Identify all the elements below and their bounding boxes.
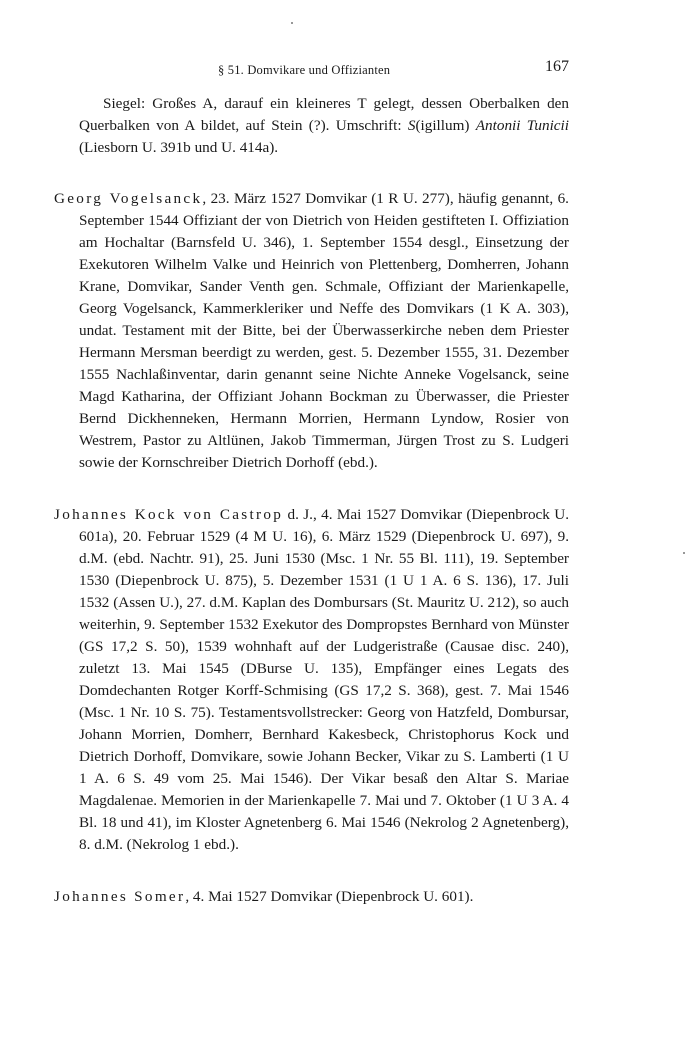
biography-entry [54, 188, 569, 474]
running-head: § 51. Domvikare und Offizianten [218, 63, 391, 77]
scan-speck [683, 552, 685, 554]
page-header [0, 58, 700, 82]
scan-speck [291, 22, 293, 24]
seal-inscription: Antonii Tunicii [475, 117, 569, 134]
entry-text: , 4. Mai 1527 Domvikar (Diepenbrock U. 601). [185, 888, 474, 905]
seal-description [54, 93, 569, 159]
seal-source: (Liesborn U. 391b und U. 414a). [79, 139, 279, 156]
entry-name: Johannes Somer [54, 888, 186, 905]
page-number: 167 [545, 58, 569, 75]
biography-entry [54, 886, 569, 908]
seal-inscription-initial: S [407, 117, 416, 134]
biography-entry [54, 504, 569, 856]
page-body [54, 93, 569, 908]
entry-name: Johannes Kock von Castrop [54, 506, 284, 523]
seal-inscription-abbrev: (igillum) [415, 117, 476, 134]
seal-text: Siegel: Großes A, darauf ein kleineres T gelegt, dessen Oberbalken den Querbalken von A bildet, auf Stein (?). Umschrift: [79, 95, 569, 134]
entry-text: d. J., 4. Mai 1527 Domvikar (Diepenbrock U. 601a), 20. Februar 1529 (4 M U. 16), 6. März 1529 (Diepenbrock U. 697), 9. d.M. (ebd. Nachtr. 91), 25. Juni 1530 (Msc. 1 Nr. 55 Bl. 111), 19. September 1530 (Diepenbrock U. 875), 5. Dezember 1531 (1 U 1 A. 6 S. 136), 17. Juli 1532 (Assen U.), 27. d.M. Kaplan des Dombursars (St. Mauritz U. 212), so auch weiterhin, 9. September 1532 Exekutor des Dompropstes Bernhard von Münster (GS 17,2 S. 50), 1539 wohnhaft auf der Ludgeristraße (Causae disc. 240), zuletzt 13. Mai 1545 (DBurse U. 135), Empfänger eines Legats des Domdechanten Rotger Korff-Schmising (GS 17,2 S. 368), gest. 7. Mai 1546 (Msc. 1 Nr. 10 S. 75). Testamentsvollstrecker: Georg von Hatzfeld, Dombursar, Johann Morrien, Domherr, Bernhard Kakesbeck, Christophorus Kock und Dietrich Dorhoff, Domvikare, sowie Johann Becker, Vikar zu S. Lamberti (1 U 1 A. 6 S. 49 vom 25. Mai 1546). Der Vikar besaß den Altar S. Mariae Magdalenae. Memorien in der Marienkapelle 7. Mai und 7. Oktober (1 U 3 A. 4 Bl. 18 und 41), im Kloster Agnetenberg 6. Mai 1546 (Nekrolog 2 Agnetenberg), 8. d.M. (Nekrolog 1 ebd.). [79, 506, 569, 853]
entry-text: , 23. März 1527 Domvikar (1 R U. 277), häufig genannt, 6. September 1544 Offiziant der von Dietrich von Heiden gestifteten I. Offiziation am Hochaltar (Barnsfeld U. 346), 1. September 1554 desgl., Einsetzung der Exekutoren Wilhelm Valke und Heinrich von Plettenberg, Domherren, Johann Krane, Domvikar, Sander Venth gen. Schmale, Offiziant der Marienkapelle, Georg Vogelsanck, Kammerkleriker und Neffe des Domvikars (1 K A. 303), undat. Testament mit der Bitte, bei der Überwasserkirche neben dem Priester Hermann Mersman beerdigt zu werden, gest. 5. Dezember 1555, 31. Dezember 1555 Nachlaßinventar, darin genannt seine Nichte Anneke Vogelsanck, seine Magd Katharina, der Offiziant Johann Bockman zu Überwasser, die Priester Bernd Dickhenneken, Hermann Morrien, Hermann Lyndow, Rosier von Westrem, Pastor zu Altlünen, Jakob Timmerman, Jürgen Trost zu S. Ludgeri sowie der Kornschreiber Dietrich Dorhoff (ebd.). [79, 190, 569, 471]
entry-name: Georg Vogelsanck [54, 190, 203, 207]
